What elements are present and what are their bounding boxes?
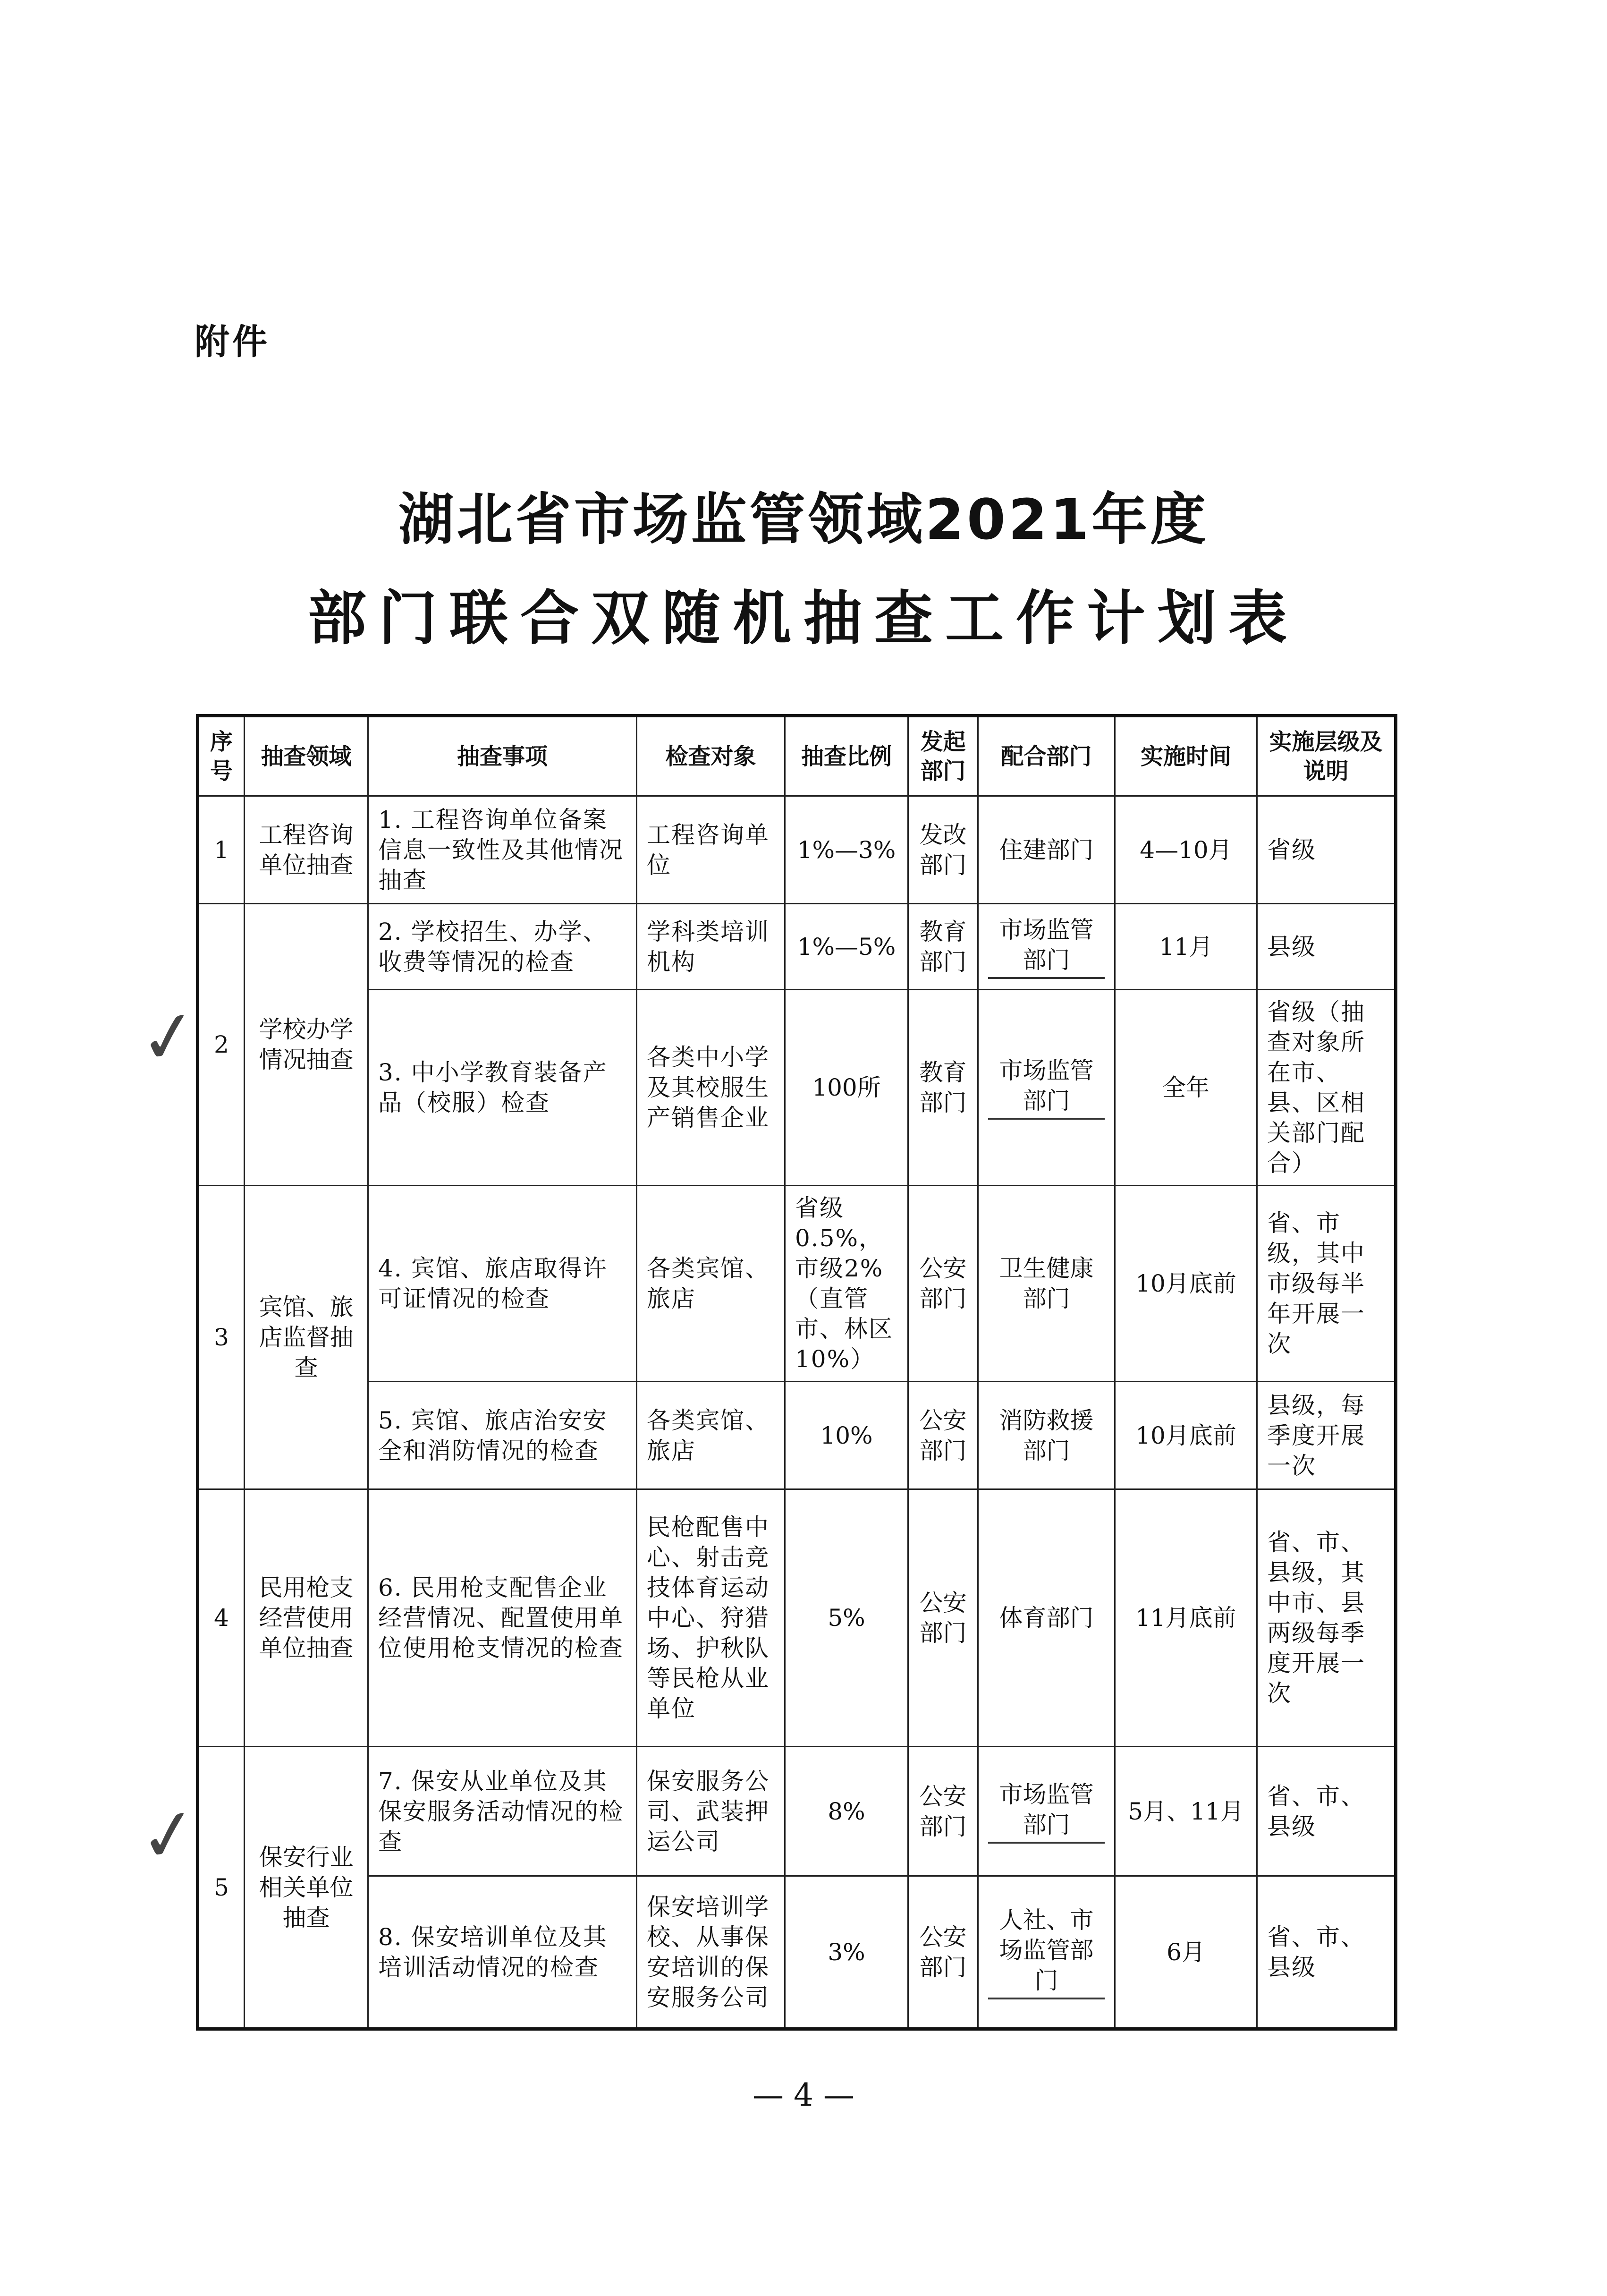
item-cell: 7. 保安从业单位及其保安服务活动情况的检查 <box>368 1747 637 1876</box>
time-cell: 全年 <box>1115 990 1257 1186</box>
initiator-cell: 教育部门 <box>908 904 978 990</box>
ratio-cell: 1%—5% <box>785 904 908 990</box>
seq-cell: 5 <box>198 1747 245 2029</box>
initiator-cell: 公安部门 <box>908 1747 978 1876</box>
table-row <box>198 796 1396 904</box>
ratio-cell: 1%—3% <box>785 796 908 904</box>
area-cell: 学校办学情况抽查 <box>245 904 368 1186</box>
level-cell: 省、市、县级 <box>1257 1876 1396 2029</box>
title-line-2: 部门联合双随机抽查工作计划表 <box>307 585 1299 653</box>
seq-cell: 1 <box>198 796 245 904</box>
object-cell: 各类中小学及其校服生产销售企业 <box>637 990 785 1186</box>
item-cell: 2. 学校招生、办学、收费等情况的检查 <box>368 904 637 990</box>
partner-cell <box>978 904 1115 990</box>
seq-cell: 4 <box>198 1489 245 1747</box>
area-cell: 民用枪支经营使用单位抽查 <box>245 1489 368 1747</box>
partner-underlined: 市场监管部门 <box>988 915 1105 979</box>
item-cell: 3. 中小学教育装备产品（校服）检查 <box>368 990 637 1186</box>
level-cell: 县级，每季度开展一次 <box>1257 1382 1396 1489</box>
plan-table <box>196 714 1397 2031</box>
object-cell: 保安服务公司、武装押运公司 <box>637 1747 785 1876</box>
partner-cell: 卫生健康部门 <box>978 1186 1115 1382</box>
ratio-cell: 省级0.5%，市级2%（直管市、林区10%） <box>785 1186 908 1382</box>
header-ratio: 抽查比例 <box>785 716 908 796</box>
ratio-cell: 10% <box>785 1382 908 1489</box>
partner-cell <box>978 990 1115 1186</box>
header-seq: 序号 <box>198 716 245 796</box>
partner-underlined: 人社、市场监管部门 <box>988 1905 1105 1999</box>
initiator-cell: 公安部门 <box>908 1876 978 2029</box>
table-row <box>198 904 1396 990</box>
page-number: — 4 — <box>753 2077 854 2113</box>
header-object: 检查对象 <box>637 716 785 796</box>
initiator-cell: 公安部门 <box>908 1382 978 1489</box>
level-cell: 省、市、县级 <box>1257 1747 1396 1876</box>
table-row <box>198 990 1396 1186</box>
object-cell: 保安培训学校、从事保安培训的保安服务公司 <box>637 1876 785 2029</box>
handwritten-check-icon: ✓ <box>134 993 204 1082</box>
initiator-cell: 公安部门 <box>908 1489 978 1747</box>
partner-cell: 住建部门 <box>978 796 1115 904</box>
time-cell: 5月、11月 <box>1115 1747 1257 1876</box>
table-row <box>198 1186 1396 1382</box>
title-line-1: 湖北省市场监管领域2021年度 <box>398 487 1209 552</box>
item-cell: 6. 民用枪支配售企业经营情况、配置使用单位使用枪支情况的检查 <box>368 1489 637 1747</box>
header-partner: 配合部门 <box>978 716 1115 796</box>
object-cell: 民枪配售中心、射击竞技体育运动中心、狩猎场、护秋队等民枪从业单位 <box>637 1489 785 1747</box>
table-row <box>198 1489 1396 1747</box>
table-row <box>198 1876 1396 2029</box>
partner-cell <box>978 1747 1115 1876</box>
ratio-cell: 100所 <box>785 990 908 1186</box>
ratio-cell: 8% <box>785 1747 908 1876</box>
object-cell: 工程咨询单位 <box>637 796 785 904</box>
level-cell: 省级（抽查对象所在市、县、区相关部门配合） <box>1257 990 1396 1186</box>
handwritten-check-icon: ✓ <box>134 1791 204 1880</box>
initiator-cell: 公安部门 <box>908 1186 978 1382</box>
item-cell: 1. 工程咨询单位备案信息一致性及其他情况抽查 <box>368 796 637 904</box>
header-time: 实施时间 <box>1115 716 1257 796</box>
seq-cell: 3 <box>198 1186 245 1489</box>
ratio-cell: 5% <box>785 1489 908 1747</box>
seq-cell: 2 <box>198 904 245 1186</box>
table-row <box>198 1747 1396 1876</box>
partner-cell: 消防救援部门 <box>978 1382 1115 1489</box>
partner-underlined: 市场监管部门 <box>988 1779 1105 1844</box>
time-cell: 6月 <box>1115 1876 1257 2029</box>
level-cell: 省、市、县级，其中市、县两级每季度开展一次 <box>1257 1489 1396 1747</box>
time-cell: 10月底前 <box>1115 1382 1257 1489</box>
area-cell: 工程咨询单位抽查 <box>245 796 368 904</box>
object-cell: 学科类培训机构 <box>637 904 785 990</box>
item-cell: 5. 宾馆、旅店治安安全和消防情况的检查 <box>368 1382 637 1489</box>
object-cell: 各类宾馆、旅店 <box>637 1382 785 1489</box>
partner-cell: 体育部门 <box>978 1489 1115 1747</box>
initiator-cell: 发改部门 <box>908 796 978 904</box>
attachment-label: 附件 <box>195 322 270 362</box>
initiator-cell: 教育部门 <box>908 990 978 1186</box>
header-item: 抽查事项 <box>368 716 637 796</box>
ratio-cell: 3% <box>785 1876 908 2029</box>
time-cell: 11月底前 <box>1115 1489 1257 1747</box>
item-cell: 4. 宾馆、旅店取得许可证情况的检查 <box>368 1186 637 1382</box>
partner-underlined: 市场监管部门 <box>988 1055 1105 1120</box>
header-area: 抽查领域 <box>245 716 368 796</box>
time-cell: 11月 <box>1115 904 1257 990</box>
area-cell: 保安行业相关单位抽查 <box>245 1747 368 2029</box>
header-initiator: 发起部门 <box>908 716 978 796</box>
time-cell: 10月底前 <box>1115 1186 1257 1382</box>
area-cell: 宾馆、旅店监督抽查 <box>245 1186 368 1489</box>
table-row <box>198 1382 1396 1489</box>
item-cell: 8. 保安培训单位及其培训活动情况的检查 <box>368 1876 637 2029</box>
object-cell: 各类宾馆、旅店 <box>637 1186 785 1382</box>
header-row <box>198 716 1396 796</box>
level-cell: 省级 <box>1257 796 1396 904</box>
level-cell: 省、市级，其中市级每半年开展一次 <box>1257 1186 1396 1382</box>
partner-cell <box>978 1876 1115 2029</box>
header-level: 实施层级及说明 <box>1257 716 1396 796</box>
level-cell: 县级 <box>1257 904 1396 990</box>
time-cell: 4—10月 <box>1115 796 1257 904</box>
